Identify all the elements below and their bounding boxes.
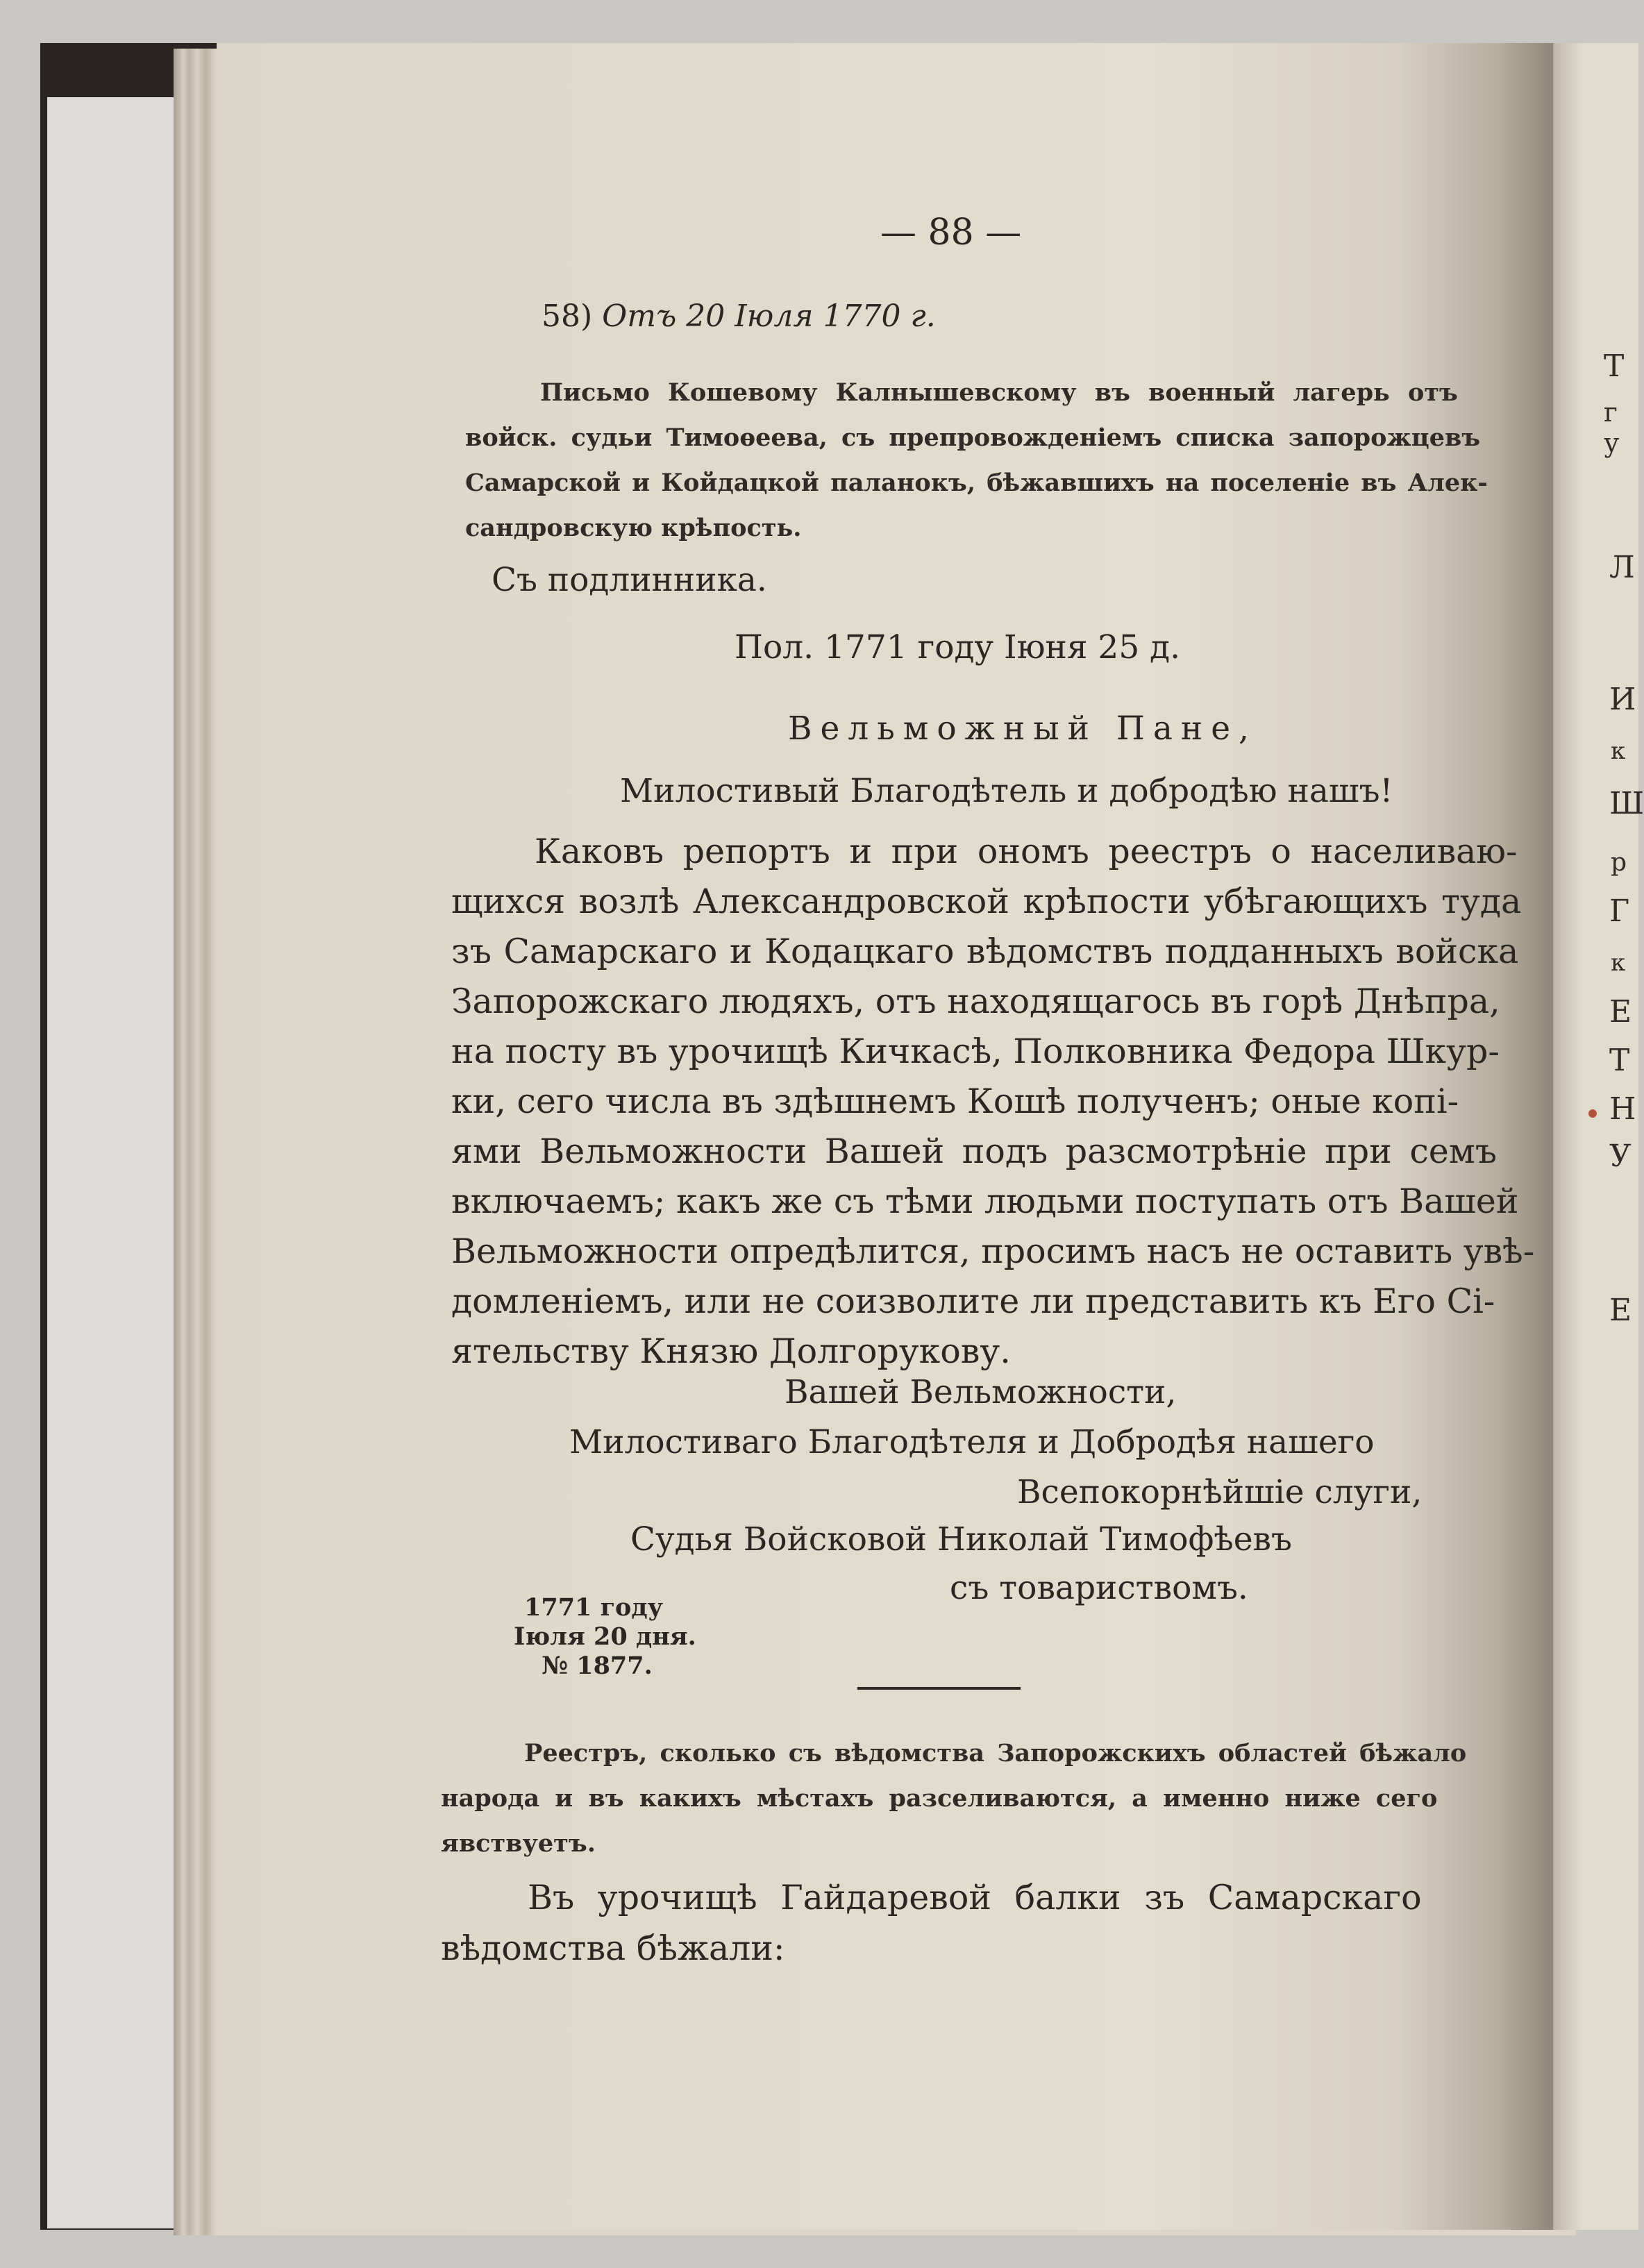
next-page-letter: к <box>1611 737 1626 765</box>
signature-name: Судья Войсковой Николай Тимофѣевъ <box>630 1520 1292 1559</box>
body-line: зъ Самарскаго и Кодацкаго вѣдомствъ подданныхъ войска <box>451 932 1519 971</box>
register-intro-line: народа и въ какихъ мѣстахъ разселиваются, а именно ниже сего <box>441 1784 1438 1813</box>
body-line: ятельству Князю Долгорукову. <box>451 1332 1011 1371</box>
next-page-letter: Т <box>1604 348 1625 384</box>
next-page-letter: И <box>1609 682 1636 717</box>
summary-line: Самарской и Койдацкой паланокъ, бѣжавшихъ на поселеніе въ Алек- <box>465 469 1488 497</box>
next-page-letter: Т <box>1609 1043 1630 1078</box>
next-page-letter: Ш <box>1609 786 1644 821</box>
next-page-letter: Г <box>1609 893 1630 929</box>
next-page-letter: Е <box>1609 994 1632 1030</box>
next-page-letter: Л <box>1609 550 1635 585</box>
next-page-letter: г у <box>1604 397 1620 458</box>
signature-date-year: 1771 году <box>524 1593 664 1622</box>
body-line: Каковъ репортъ и при ономъ реестръ о населиваю- <box>535 832 1518 871</box>
section-divider <box>857 1687 1021 1690</box>
next-page-letter: Н <box>1609 1091 1636 1127</box>
body-line: Вельможности опредѣлится, просимъ насъ не оставить увѣ- <box>451 1232 1535 1271</box>
register-intro-line: Реестръ, сколько съ вѣдомства Запорожскихъ областей бѣжало <box>524 1739 1467 1767</box>
salutation-line-2: Милостивый Благодѣтель и добродѣю нашъ! <box>620 772 1393 810</box>
next-page-letter: У <box>1609 1139 1632 1174</box>
next-page-letter: к <box>1611 949 1626 977</box>
page-number: — 88 — <box>880 212 1022 253</box>
red-mark <box>1588 1109 1597 1118</box>
summary-line: войск. судьи Тимоѳеева, съ препровожденіемъ списка запорожцевъ <box>465 423 1481 452</box>
body-line: ки, сего числа въ здѣшнемъ Кошѣ полученъ; оные копі- <box>451 1082 1459 1121</box>
heading-number: 58) <box>542 299 593 334</box>
closing-line: Вашей Вельможности, <box>785 1373 1177 1411</box>
register-intro-line: явствуетъ. <box>441 1829 596 1858</box>
salutation: Вельможный Пане, <box>788 709 1257 748</box>
summary-line <box>540 378 1457 407</box>
summary-line: сандровскую крѣпость. <box>465 514 802 542</box>
register-body-line: Въ урочищѣ Гайдаревой балки зъ Самарскаго <box>528 1878 1422 1917</box>
body-line: ями Вельможности Вашей подъ разсмотрѣніе при семъ <box>451 1132 1498 1171</box>
closing-line: съ товариствомъ. <box>950 1569 1248 1607</box>
summary-text: Письмо Кошевому Калнышевскому въ военный лагерь отъ <box>540 378 1458 407</box>
body-line: Запорожскаго людяхъ, отъ находящагось въ горѣ Днѣпра, <box>451 982 1500 1021</box>
source-note: Съ подлинника. <box>492 561 767 599</box>
signature-date-day: Іюля 20 дня. <box>514 1622 696 1651</box>
body-line: на посту въ урочищѣ Кичкасѣ, Полковника Федора Шкур- <box>451 1032 1500 1071</box>
body-line: щихся возлѣ Александровской крѣпости убѣгающихъ туда <box>451 882 1522 921</box>
register-body-line: вѣдомства бѣжали: <box>441 1929 785 1968</box>
next-page-letter: р <box>1611 848 1627 877</box>
document-heading <box>542 299 936 334</box>
body-line: включаемъ; какъ же съ тѣми людьми поступать отъ Вашей <box>451 1182 1519 1221</box>
received-note: Пол. 1771 году Іюня 25 д. <box>735 628 1181 666</box>
closing-line: Всепокорнѣйшіе слуги, <box>1017 1473 1423 1511</box>
signature-document-number: № 1877. <box>542 1652 653 1680</box>
closing-line: Милостиваго Благодѣтеля и Добродѣя нашего <box>569 1423 1375 1461</box>
heading-date: Отъ 20 Іюля 1770 г. <box>602 299 936 334</box>
body-line: домленіемъ, или не соизволите ли представить къ Его Сі- <box>451 1282 1495 1321</box>
next-page-letter: Е <box>1609 1293 1632 1328</box>
